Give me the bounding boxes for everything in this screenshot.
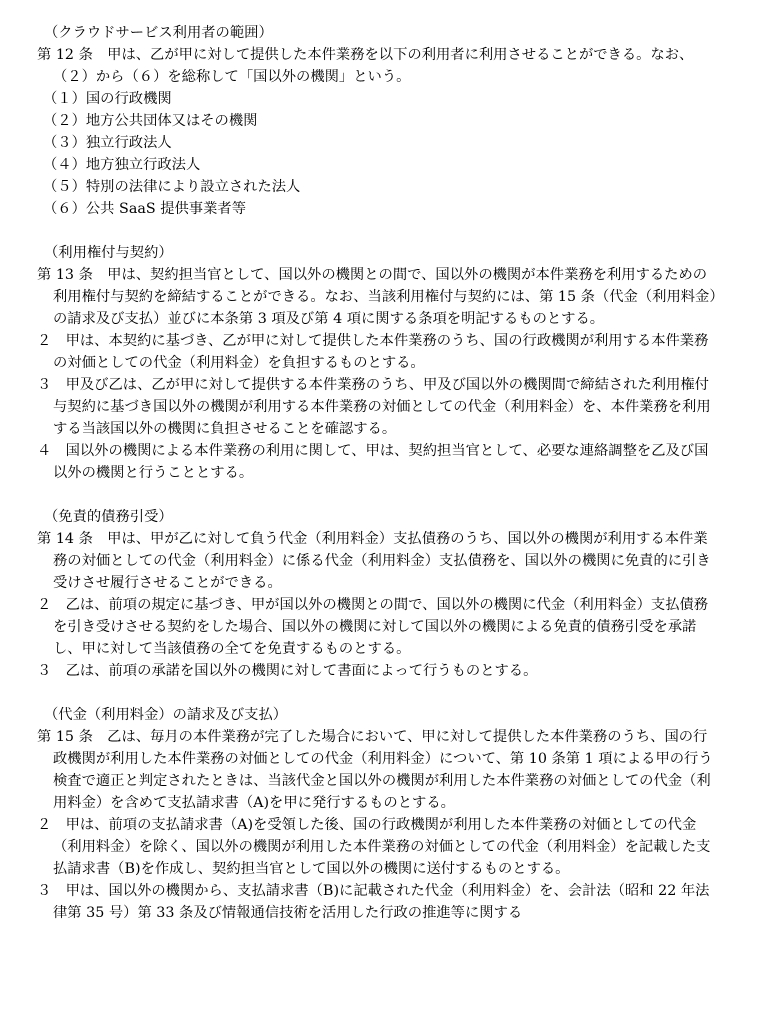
article-paragraph: ３ 乙は、前項の承諾を国以外の機関に対して書面によって行うものとする。 <box>37 663 538 679</box>
article-paragraph: 第 12 条 甲は、乙が甲に対して提供した本件業務を以下の利用者に利用させることができる。なお、（２）から（６）を総称して「国以外の機関」という。 <box>37 47 694 85</box>
article-paragraph: ４ 国以外の機関による本件業務の利用に関して、甲は、契約担当官として、必要な連絡調整を乙及び国以外の機関と行うこととする。 <box>37 443 709 481</box>
article-paragraph: ２ 甲は、本契約に基づき、乙が甲に対して提供した本件業務のうち、国の行政機関が利用する本件業務の対価としての代金（利用料金）を負担するものとする。 <box>37 333 709 371</box>
section-heading: （代金（利用料金）の請求及び支払） <box>44 707 288 723</box>
list-item: （３）独立行政法人 <box>43 135 172 151</box>
section-article-13 <box>37 242 717 484</box>
article-paragraph: ３ 甲及び乙は、乙が甲に対して提供する本件業務のうち、甲及び国以外の機関間で締結された利用権付与契約に基づき国以外の機関が利用する本件業務の対価としての代金（利用料金）を、本件業務を利用する当該国以外の機関に負担させることを確認する。 <box>37 377 711 437</box>
article-paragraph: ３ 甲は、国以外の機関から、支払請求書（B)に記載された代金（利用料金）を、会計法（昭和 22 年法律第 35 号）第 33 条及び情報通信技術を活用した行政の推進等に関する <box>37 883 710 921</box>
section-heading: （免責的債務引受） <box>44 509 173 525</box>
list-item: （２）地方公共団体又はその機関 <box>43 113 258 129</box>
list-item: （４）地方独立行政法人 <box>43 157 201 173</box>
article-paragraph: ２ 甲は、前項の支払請求書（A)を受領した後、国の行政機関が利用した本件業務の対価としての代金（利用料金）を除く、国以外の機関が利用した本件業務の対価としての代金（利用料金）を記載した支払請求書（B)を作成し、契約担当官として国以外の機関に送付するものとする。 <box>37 817 711 877</box>
section-heading: （利用権付与契約） <box>44 245 173 261</box>
section-heading: （クラウドサービス利用者の範囲） <box>44 25 273 41</box>
article-paragraph: 第 15 条 乙は、毎月の本件業務が完了した場合において、甲に対して提供した本件業務のうち、国の行政機関が利用した本件業務の対価としての代金（利用料金）について、第 10 条第 1 項による甲の行う検査で適正と判定されたときは、当該代金と国以外の機関が利用した本件業務の対価としての代金（利用料金）を含めて支払請求書（A)を甲に発行するものとする。 <box>37 729 713 811</box>
section-article-15 <box>37 704 717 924</box>
section-article-14 <box>37 506 717 682</box>
article-paragraph: ２ 乙は、前項の規定に基づき、甲が国以外の機関との間で、国以外の機関に代金（利用料金）支払債務を引き受けさせる契約をした場合、国以外の機関に対して国以外の機関による免責的債務引受を承諾し、甲に対して当該債務の全てを免責するものとする。 <box>37 597 709 657</box>
list-item: （１）国の行政機関 <box>43 91 172 107</box>
article-paragraph: 第 13 条 甲は、契約担当官として、国以外の機関との間で、国以外の機関が本件業務を利用するための利用権付与契約を締結することができる。なお、当該利用権付与契約には、第 15 条（代金（利用料金）の請求及び支払）並びに本条第 3 項及び第 4 項に関する条項を明記するものとする。 <box>37 267 717 327</box>
section-article-12 <box>37 22 717 220</box>
list-item: （６）公共 SaaS 提供事業者等 <box>43 201 246 217</box>
list-item: （５）特別の法律により設立された法人 <box>43 179 301 195</box>
article-paragraph: 第 14 条 甲は、甲が乙に対して負う代金（利用料金）支払債務のうち、国以外の機関が利用する本件業務の対価としての代金（利用料金）に係る代金（利用料金）支払債務を、国以外の機関に免責的に引き受けさせ履行させることができる。 <box>37 531 711 591</box>
